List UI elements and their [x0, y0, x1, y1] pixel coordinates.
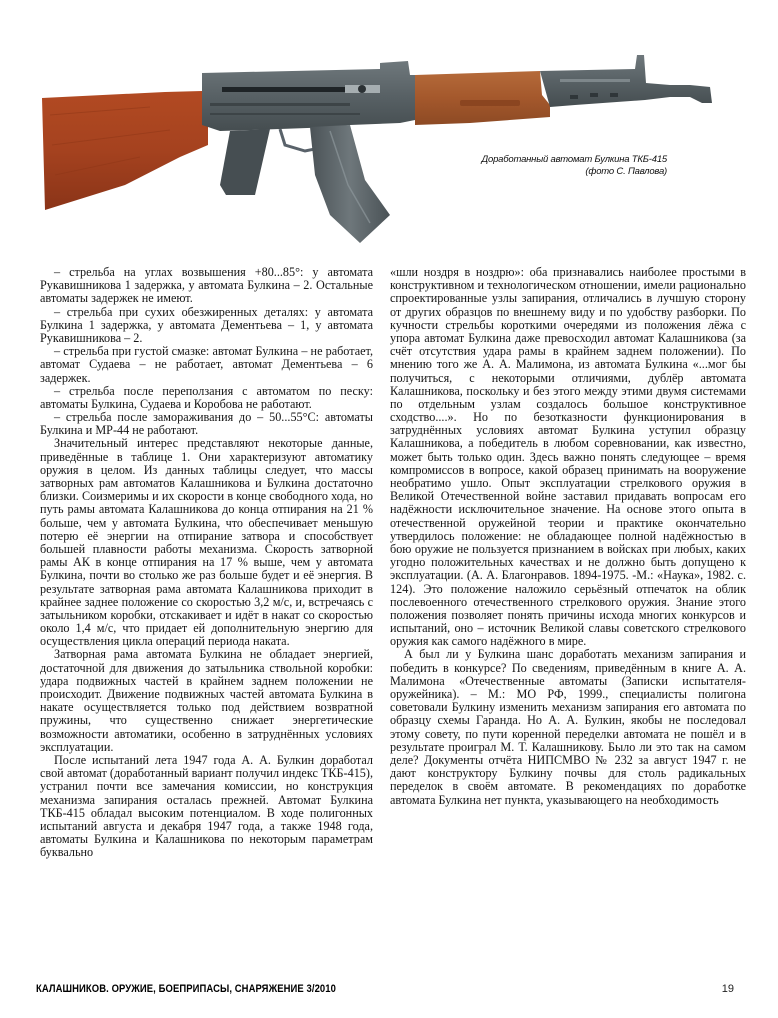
publication-title: КАЛАШНИКОВ. ОРУЖИЕ, БОЕПРИПАСЫ, СНАРЯЖЕНИЕ 3/2010: [36, 983, 336, 995]
paragraph: – стрельба при сухих обезжиренных деталях: у автомата Булкина 1 задержка, у автомата Дементьева – 1, у автомата Рукавишникова – 2.: [40, 304, 373, 345]
page-footer: [36, 983, 748, 999]
paragraph: Значительный интерес представляют некоторые данные, приведённые в таблице 1. Они характеризуют автоматику оружия в целом. Из данных таблицы следует, что массы затворных рам автоматов Калашникова и Булкина достаточно близки. Соизмеримы и их скорости в конце свободного хода, но путь рамы автомата Калашникова до конца отпирания на 21 % больше, чем у автомата Булкина, что обеспечивает меньшую потерю её энергии на отпирание затвора и способствует большей плавности работы механизма. Скорость затворной рамы АК в конце отпирания на 17 % выше, чем у автомата Булкина, почти во столько же раз больше будет и её энергия. В результате затворная рама автомата Калашникова приходит в крайнее заднее положение со скоростью 3,2 м/с, и, встречаясь с затыльником коробки, отскакивает и идёт в накат со скоростью около 1,4 м/с, что придает ей дополнительную энергию для осуществления цикла операций периода наката.: [40, 436, 373, 649]
paragraph: А был ли у Булкина шанс доработать механизм запирания и победить в конкурсе? По сведениям, приведённым в книге А. А. Малимона «Отечественные автоматы (Записки испытателя-оружейника). – М.: МО РФ, 1999., специалисты полигона советовали Булкину изменить механизм запирания его автомата по образцу схемы Гаранда. Но А. А. Булкин, якобы не последовал этому совету, по пути коренной переделки автомата не пошёл и в результате проиграл М. Т. Калашникову. Было ли это так на самом деле? Документы отчёта НИПСМВО № 232 за август 1947 г. не дают конструктору Булкину почвы для столь радикальных переделок в своём автомате. В рекомендациях по доработке автомата Булкина нет пункта, указывающего на необходимость: [390, 647, 746, 807]
page-number: 19: [721, 983, 734, 995]
caption-title: Доработанный автомат Булкина ТКБ-415: [481, 154, 667, 165]
paragraph: – стрельба при густой смазке: автомат Булкина – не работает, автомат Судаева – не работает, автомат Дементьева – 6 задержек.: [40, 344, 373, 385]
paragraph: После испытаний лета 1947 года А. А. Булкин доработал свой автомат (доработанный вариант получил индекс ТКБ-415), устранил почти все замечания комиссии, но конструкция механизма запирания осталась прежней. Автомат Булкина ТКБ-415 обладал высоким потенциалом. В ходе полигонных испытаний августа и декабря 1947 года, а также 1948 года, автоматы Булкина и Калашникова по некоторым параметрам буквально: [40, 752, 373, 860]
rifle-photo: [30, 45, 750, 260]
paragraph: Затворная рама автомата Булкина не обладает энергией, достаточной для движения до затыльника ствольной коробки: удара подвижных частей в крайнем заднем положении не происходит. Движение подвижных частей автомата Булкина в накате осуществляется только под действием возвратной пружины, что существенно снижает энергетические возможности автоматики, особенно в затруднённых условиях эксплуатации.: [40, 647, 373, 754]
paragraph: – стрельба на углах возвышения +80...85°: у автомата Рукавишникова 1 задержка, у автомата Булкина – 2. Остальные автоматы задержек не имеют.: [40, 265, 373, 306]
paragraph: – стрельба после переползания с автоматом по песку: автоматы Булкина, Судаева и Коробова не работают.: [40, 383, 373, 411]
photo-caption: [455, 154, 667, 178]
left-text-column: [40, 266, 373, 859]
paragraph: – стрельба после замораживания до – 50...55°С: автоматы Булкина и МР-44 не работают.: [40, 410, 373, 438]
paragraph-continued: «шли ноздря в ноздрю»: оба признавались наиболее простыми в конструктивном и технологическом отношении, имели рационально спроектированные узлы запирания, отличались в лучшую сторону от других образцов по внешнему виду и по удобству разборки. По кучности стрельбы короткими очередями из положения лёжа с упора автомат Булкина даже превосходил автомат Калашникова (за счёт отсутствия удара рамы в крайнем заднем положении). По мнению того же А. А. Малимона, из автомата Булкина «...мог бы получиться, с некоторыми отличиями, дублёр автомата Калашникова, поскольку и без этого между этими двумя системами по отдельным узлам создалось большое конструктивное сходство....». Но по безотказности функционирования в затруднённых условиях автомат Булкина уступил образцу Калашникова, а победитель в любом соревновании, как известно, может быть только один. Здесь важно понять следующее – время компромиссов в вопросе, какой образец принимать на вооружение необратимо ушло. Опыт эксплуатации стрелкового оружия в Великой Отечественной войне заставил придавать вопросам его надёжности исключительное значение. На основе этого опыта в отечественной оружейной теории и практике окончательно утвердилось положение: не обладающее полной надёжностью в бою оружие не пользуется признанием в войсках при любых, каких угодно положительных качествах и не должно быть допущено к эксплуатации. (А. А. Благонравов. 1894-1975. -М.: «Наука», 1982. с. 124). Это положение наложило серьёзный отпечаток на облик послевоенного отечественного стрелкового оружия. Знание этого положения позволяет понять причины исхода многих конкурсов и испытаний, оно – источник Великой славы советского стрелкового оружия как самого надёжного в мире.: [390, 265, 746, 649]
tkb-415-rifle-illustration: [30, 45, 750, 260]
caption-credit: (фото С. Павлова): [585, 166, 667, 177]
right-text-column: [390, 266, 746, 807]
